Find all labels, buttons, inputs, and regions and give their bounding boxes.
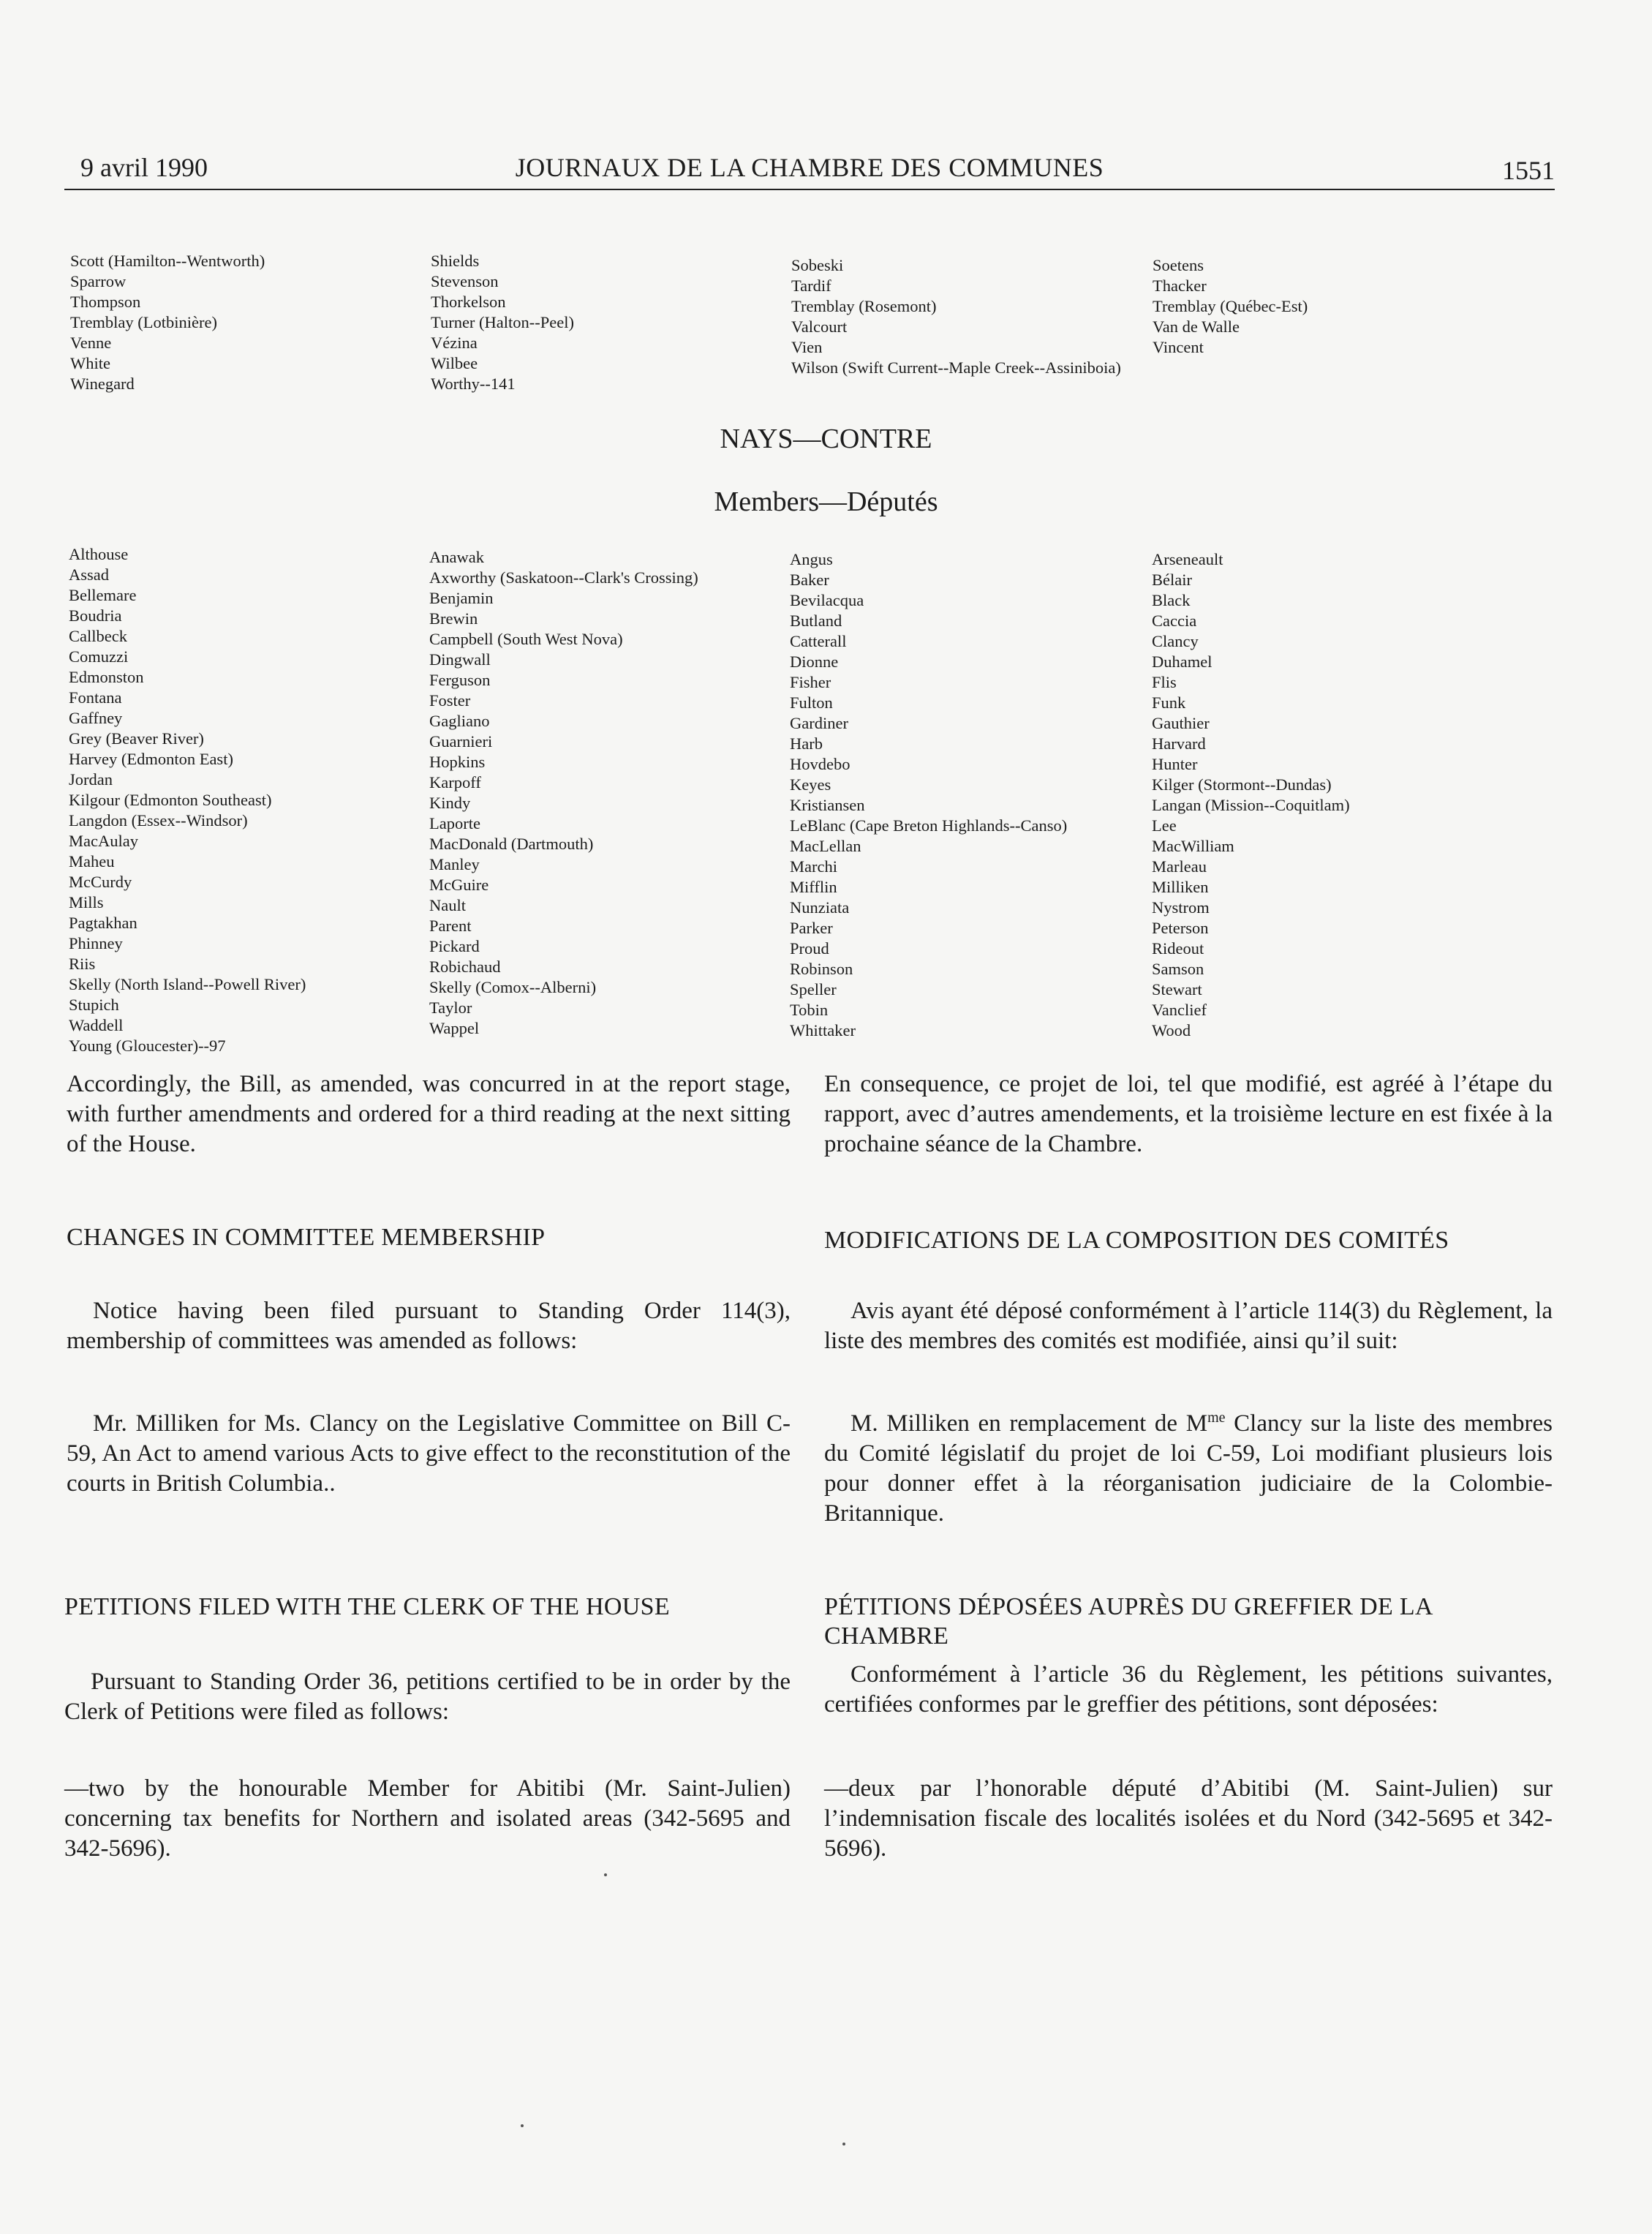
member-name: Wilson (Swift Current--Maple Creek--Assiniboia) xyxy=(791,358,1121,377)
member-name: Gauthier xyxy=(1152,714,1210,732)
yeas-column-1 xyxy=(70,251,265,394)
member-name: Taylor xyxy=(429,998,472,1017)
member-name: Sobeski xyxy=(791,256,844,274)
member-name: Langdon (Essex--Windsor) xyxy=(69,811,248,830)
member-name: Maheu xyxy=(69,852,115,870)
member-name: Robichaud xyxy=(429,958,501,976)
member-name: Winegard xyxy=(70,375,135,393)
member-name: Peterson xyxy=(1152,919,1209,937)
member-name: White xyxy=(70,354,110,372)
header-rule xyxy=(64,189,1555,190)
nays-column-2 xyxy=(429,547,698,1039)
fr-petitions-heading: PÉTITIONS DÉPOSÉES AUPRÈS DU GREFFIER DE LA CHAMBRE xyxy=(824,1593,1432,1650)
member-name: Foster xyxy=(429,691,471,710)
member-name: Waddell xyxy=(69,1016,124,1034)
en-concurred-paragraph: Accordingly, the Bill, as amended, was concurred in at the report stage, with further amendments and ordered for a third reading at the next sitting of the House. xyxy=(67,1071,791,1157)
member-name: Phinney xyxy=(69,934,123,952)
member-name: McCurdy xyxy=(69,873,132,891)
member-name: Pagtakhan xyxy=(69,914,137,932)
member-name: Skelly (Comox--Alberni) xyxy=(429,978,597,996)
scan-speck xyxy=(842,2143,845,2145)
member-name: Hopkins xyxy=(429,753,486,771)
member-name: Flis xyxy=(1152,673,1177,691)
member-name: Keyes xyxy=(790,775,831,794)
member-name: Shields xyxy=(431,252,480,270)
member-name: Venne xyxy=(70,334,112,352)
yeas-column-4 xyxy=(1153,255,1308,358)
fr-concurred-paragraph: En consequence, ce projet de loi, tel que modifié, est agréé à l’étape du rapport, avec d’autres amendements, et la troisième lecture en est fixée à la prochaine séance de la Chambre. xyxy=(824,1071,1553,1157)
member-name: Tremblay (Lotbinière) xyxy=(70,313,217,331)
nays-title: NAYS—CONTRE xyxy=(720,424,932,454)
member-name: Harb xyxy=(790,734,823,753)
member-name: Vien xyxy=(791,338,823,356)
member-name: Nystrom xyxy=(1152,898,1210,917)
member-name: Samson xyxy=(1152,960,1204,978)
en-committee-notice: Notice having been filed pursuant to Standing Order 114(3), membership of committees was amended as follows: xyxy=(67,1298,791,1354)
member-name: Parent xyxy=(429,917,472,935)
member-name: Guarnieri xyxy=(429,732,493,751)
member-name: MacDonald (Dartmouth) xyxy=(429,835,594,853)
member-name: Bellemare xyxy=(69,586,137,604)
member-name: Campbell (South West Nova) xyxy=(429,630,623,648)
en-committee-heading: CHANGES IN COMMITTEE MEMBERSHIP xyxy=(67,1224,546,1251)
en-petitions-heading: PETITIONS FILED WITH THE CLERK OF THE HOUSE xyxy=(64,1593,670,1620)
member-name: Axworthy (Saskatoon--Clark's Crossing) xyxy=(429,568,698,587)
member-name: Vincent xyxy=(1153,338,1204,356)
en-petitions-intro: Pursuant to Standing Order 36, petitions certified to be in order by the Clerk of Petitions were filed as follows: xyxy=(64,1669,791,1725)
member-name: Jordan xyxy=(69,770,113,789)
en-petitions-item: —two by the honourable Member for Abitibi (Mr. Saint-Julien) concerning tax benefits for Northern and isolated areas (342-5695 and 342-5696). xyxy=(64,1775,791,1862)
member-name: Harvey (Edmonton East) xyxy=(69,750,233,768)
nays-subtitle: Members—Députés xyxy=(714,486,938,517)
member-name: Kilgour (Edmonton Southeast) xyxy=(69,791,272,809)
member-name: Edmonston xyxy=(69,668,144,686)
nays-column-4 xyxy=(1152,549,1350,1041)
member-name: Scott (Hamilton--Wentworth) xyxy=(70,252,265,270)
member-name: Parker xyxy=(790,919,833,937)
member-name: Tardif xyxy=(791,277,831,295)
header-title: JOURNAUX DE LA CHAMBRE DES COMMUNES xyxy=(515,153,1104,182)
member-name: Lee xyxy=(1152,816,1177,835)
member-name: Tremblay (Québec-Est) xyxy=(1153,297,1308,315)
member-name: Turner (Halton--Peel) xyxy=(431,313,574,331)
member-name: Mifflin xyxy=(790,878,837,896)
member-name: Karpoff xyxy=(429,773,481,791)
member-name: Angus xyxy=(790,550,833,568)
member-name: Van de Walle xyxy=(1153,317,1240,336)
member-name: Fontana xyxy=(69,688,122,707)
member-name: Gardiner xyxy=(790,714,848,732)
member-name: Bevilacqua xyxy=(790,591,864,609)
page-header xyxy=(64,152,1555,190)
yeas-column-3 xyxy=(791,255,1121,378)
member-name: MacAulay xyxy=(69,832,138,850)
member-name: Althouse xyxy=(69,545,129,563)
member-name: Harvard xyxy=(1152,734,1206,753)
member-name: Butland xyxy=(790,612,842,630)
nays-column-3 xyxy=(790,549,1067,1041)
member-name: Marchi xyxy=(790,857,837,876)
fr-committee-notice: Avis ayant été déposé conformément à l’article 114(3) du Règlement, la liste des membres des comités est modifiée, ainsi qu’il suit: xyxy=(824,1298,1553,1354)
member-name: Comuzzi xyxy=(69,647,129,666)
member-name: Boudria xyxy=(69,606,122,625)
member-name: McGuire xyxy=(429,876,489,894)
member-name: Stupich xyxy=(69,996,119,1014)
member-name: MacLellan xyxy=(790,837,861,855)
member-name: Gaffney xyxy=(69,709,123,727)
member-name: Proud xyxy=(790,939,829,958)
member-name: Caccia xyxy=(1152,612,1197,630)
member-name: Sparrow xyxy=(70,272,127,290)
member-name: Manley xyxy=(429,855,480,873)
member-name: Vézina xyxy=(431,334,478,352)
member-name: Grey (Beaver River) xyxy=(69,729,204,748)
member-name: Robinson xyxy=(790,960,853,978)
member-name: Anawak xyxy=(429,548,484,566)
member-name: Thompson xyxy=(70,293,141,311)
member-name: Worthy--141 xyxy=(431,375,516,393)
member-name: MacWilliam xyxy=(1152,837,1234,855)
member-name: Wood xyxy=(1152,1021,1191,1039)
member-name: Stevenson xyxy=(431,272,499,290)
member-name: Bélair xyxy=(1152,571,1192,589)
fr-committee-change: M. Milliken en remplacement de $M^{me}$ Clancy sur la liste des membres du Comité législatif du projet de loi C-59, Loi modifiant plusieurs lois pour donner effet à la réorganisation judiciaire de la Colombie-Britannique. xyxy=(824,1410,1553,1527)
member-name: Dingwall xyxy=(429,650,491,669)
header-page-number: 1551 xyxy=(1502,156,1555,185)
member-name: Vanclief xyxy=(1152,1001,1207,1019)
member-name: Kindy xyxy=(429,794,471,812)
member-name: Soetens xyxy=(1153,256,1204,274)
member-name: Fisher xyxy=(790,673,831,691)
member-name: Young (Gloucester)--97 xyxy=(69,1037,226,1055)
member-name: Assad xyxy=(69,565,109,584)
member-name: Fulton xyxy=(790,693,833,712)
member-name: Baker xyxy=(790,571,829,589)
scan-speck xyxy=(604,1873,607,1876)
member-name: Stewart xyxy=(1152,980,1202,998)
member-name: Thorkelson xyxy=(431,293,506,311)
member-name: Skelly (North Island--Powell River) xyxy=(69,975,306,993)
fr-committee-heading: MODIFICATIONS DE LA COMPOSITION DES COMITÉS xyxy=(824,1227,1449,1254)
en-committee-change: Mr. Milliken for Ms. Clancy on the Legislative Committee on Bill C-59, An Act to amend various Acts to give effect to the reconstitution of the courts in British Columbia.. xyxy=(67,1410,791,1497)
member-name: Hunter xyxy=(1152,755,1198,773)
member-name: LeBlanc (Cape Breton Highlands--Canso) xyxy=(790,816,1068,835)
yeas-column-2 xyxy=(431,251,574,394)
member-name: Laporte xyxy=(429,814,480,832)
member-name: Pickard xyxy=(429,937,480,955)
member-name: Funk xyxy=(1152,693,1186,712)
member-name: Whittaker xyxy=(790,1021,856,1039)
member-name: Rideout xyxy=(1152,939,1204,958)
fr-petitions-intro: Conformément à l’article 36 du Règlement, les pétitions suivantes, certifiées conformes par le greffier des pétitions, sont déposées: xyxy=(824,1661,1553,1718)
nays-column-1 xyxy=(69,544,306,1056)
scan-speck xyxy=(521,2124,524,2127)
member-name: Ferguson xyxy=(429,671,491,689)
member-name: Valcourt xyxy=(791,317,848,336)
header-date: 9 avril 1990 xyxy=(80,153,208,182)
member-name: Dionne xyxy=(790,652,839,671)
member-name: Wilbee xyxy=(431,354,478,372)
fr-petitions-item: —deux par l’honorable député d’Abitibi (M. Saint-Julien) sur l’indemnisation fiscale des localités isolées et du Nord (342-5695 et 342-5696). xyxy=(824,1775,1553,1862)
member-name: Milliken xyxy=(1152,878,1209,896)
member-name: Nault xyxy=(429,896,466,914)
member-name: Mills xyxy=(69,893,104,911)
member-name: Marleau xyxy=(1152,857,1207,876)
member-name: Callbeck xyxy=(69,627,127,645)
member-name: Speller xyxy=(790,980,837,998)
member-name: Black xyxy=(1152,591,1191,609)
member-name: Riis xyxy=(69,955,96,973)
member-name: Hovdebo xyxy=(790,755,850,773)
member-name: Nunziata xyxy=(790,898,850,917)
member-name: Benjamin xyxy=(429,589,494,607)
member-name: Brewin xyxy=(429,609,478,628)
member-name: Arseneault xyxy=(1152,550,1223,568)
member-name: Kristiansen xyxy=(790,796,865,814)
member-name: Tremblay (Rosemont) xyxy=(791,297,937,315)
member-name: Wappel xyxy=(429,1019,480,1037)
member-name: Tobin xyxy=(790,1001,829,1019)
member-name: Duhamel xyxy=(1152,652,1212,671)
member-name: Thacker xyxy=(1153,277,1207,295)
member-name: Kilger (Stormont--Dundas) xyxy=(1152,775,1332,794)
member-name: Clancy xyxy=(1152,632,1199,650)
member-name: Gagliano xyxy=(429,712,490,730)
member-name: Catterall xyxy=(790,632,847,650)
member-name: Langan (Mission--Coquitlam) xyxy=(1152,796,1350,814)
